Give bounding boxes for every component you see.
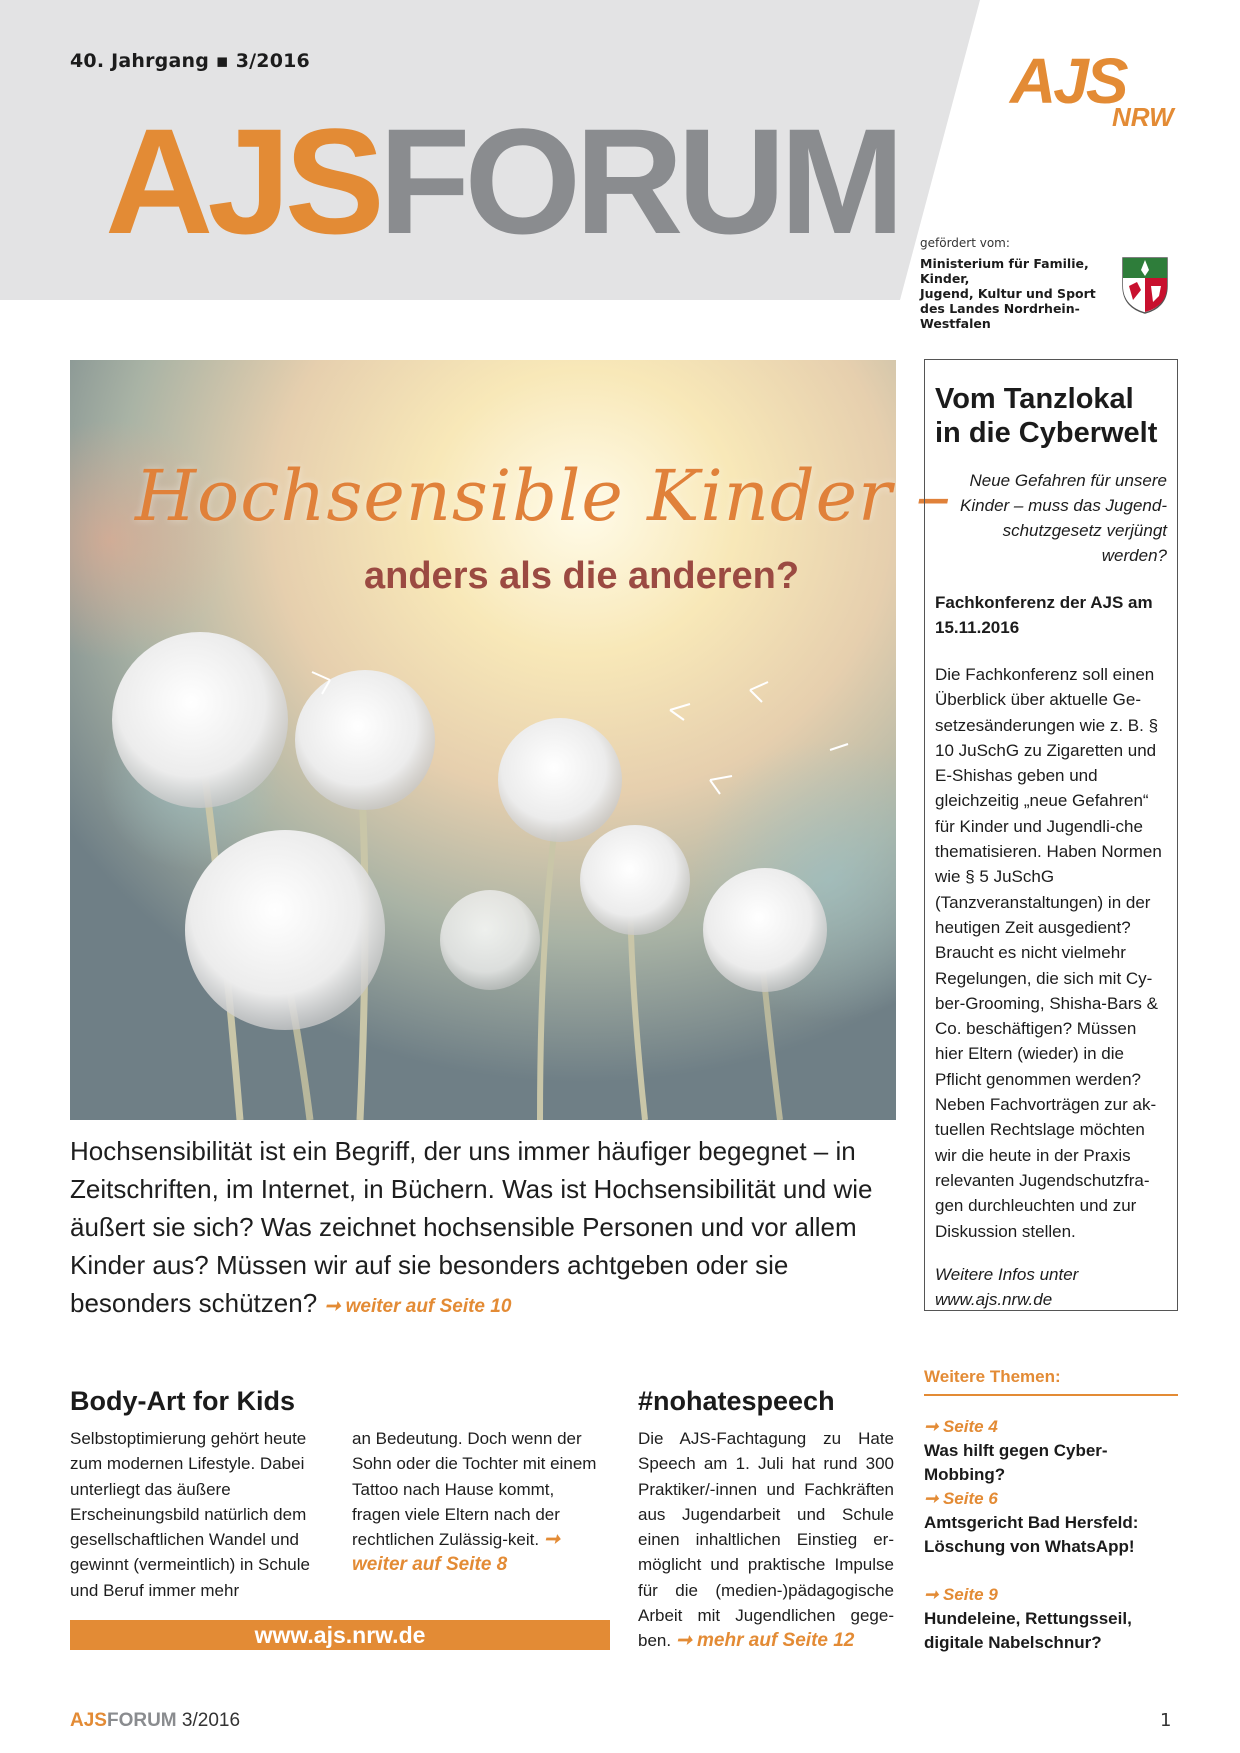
masthead-rest: FORUM xyxy=(378,97,899,265)
intro-link[interactable]: ➞ weiter auf Seite 10 xyxy=(324,1296,512,1317)
theme-item[interactable] xyxy=(924,1487,1178,1559)
theme-item[interactable] xyxy=(924,1583,1178,1655)
bodyart-col2 xyxy=(352,1426,604,1578)
masthead xyxy=(105,97,899,265)
nohate-text: Die AJS-Fachtagung zu Hate Speech am 1. Juli hat rund 300 Praktiker/-innen und Fachkräften aus Jugendarbeit und Schule einen inhaltlichen Einstieg er-möglicht und praktische Impulse für die (medien-)pädagogische Arbeit mit Jugendlichen gege-ben. xyxy=(638,1429,894,1651)
hero-subtitle: anders als die anderen? xyxy=(364,555,800,597)
event-date: Fachkonferenz der AJS am 15.11.2016 xyxy=(935,593,1153,637)
theme-item[interactable] xyxy=(924,1415,1178,1487)
event-more-info[interactable]: Weitere Infos unter www.ajs.nrw.de xyxy=(935,1264,1079,1309)
sponsor-line: Ministerium für Familie, Kinder, xyxy=(920,256,1089,286)
nrw-crest-icon xyxy=(1121,256,1169,314)
issue-label: 40. Jahrgang ▪ 3/2016 xyxy=(70,50,310,72)
intro-paragraph xyxy=(70,1132,906,1326)
page-number: 1 xyxy=(1160,1710,1172,1731)
url-bar[interactable]: www.ajs.nrw.de xyxy=(70,1620,610,1650)
nohate-link[interactable]: ➞ mehr auf Seite 12 xyxy=(675,1630,855,1652)
footer-brand xyxy=(70,1710,240,1732)
footer-accent: AJS xyxy=(70,1710,107,1731)
hero-script-title: Hochsensible Kinder – xyxy=(135,455,952,537)
ajs-nrw-logo xyxy=(1010,44,1180,144)
event-lead: Neue Gefahren für unsere Kinder – muss das Jugend-schutzgesetz verjüngt werden? xyxy=(960,471,1167,565)
intro-text: Hochsensibilität ist ein Begriff, der uns immer häufiger begegnet – in Zeitschriften, im Internet, in Büchern. Was ist Hochsensibilität und wie äußert sie sich? Was zeichnet hochsensible Personen und vor allem Kinder aus? Müssen wir auf sie besonders achtgeben oder sie besonders schützen? xyxy=(70,1136,873,1318)
theme-page: ➞ Seite 6 xyxy=(924,1489,998,1508)
themes-heading: Weitere Themen: xyxy=(924,1367,1061,1386)
event-title: Vom Tanzlokal in die Cyberwelt xyxy=(935,383,1158,449)
footer-rest: FORUM xyxy=(106,1710,177,1731)
theme-page: ➞ Seite 4 xyxy=(924,1417,998,1436)
logo-sub: NRW xyxy=(1112,102,1174,132)
sponsor-line: des Landes Nordrhein-Westfalen xyxy=(920,301,1080,331)
nohate-title: #nohatespeech xyxy=(638,1386,835,1416)
theme-title: Was hilft gegen Cyber-Mobbing? xyxy=(924,1441,1108,1484)
logo-main: AJS xyxy=(1010,45,1126,117)
themes-divider xyxy=(924,1394,1178,1396)
bodyart-title: Body-Art for Kids xyxy=(70,1386,295,1416)
event-box xyxy=(924,359,1178,1311)
bodyart-col1: Selbstoptimierung gehört heute zum modernen Lifestyle. Dabei unterliegt das äußere Erscheinungsbild natürlich dem gesellschaftlichen Wandel und gewinnt (vermeintlich) in Schule und Beruf immer mehr xyxy=(70,1429,310,1600)
nohate-text-block xyxy=(638,1426,894,1654)
sponsor-name xyxy=(920,256,1120,331)
sponsor-intro: gefördert vom: xyxy=(920,236,1010,250)
bodyart-link[interactable]: ➞ weiter auf Seite 8 xyxy=(352,1529,560,1576)
footer-issue: 3/2016 xyxy=(176,1710,241,1731)
theme-title: Amtsgericht Bad Hersfeld: Löschung von WhatsApp! xyxy=(924,1513,1139,1556)
theme-page: ➞ Seite 9 xyxy=(924,1585,998,1604)
masthead-accent: AJS xyxy=(105,97,379,265)
sponsor-line: Jugend, Kultur und Sport xyxy=(920,286,1096,301)
bodyart-col2-text: an Bedeutung. Doch wenn der Sohn oder die Tochter mit einem Tattoo nach Hause kommt, fragen viele Eltern nach der rechtlichen Zulässig-keit. xyxy=(352,1429,597,1550)
event-body: Die Fachkonferenz soll einen Überblick über aktuelle Ge-setzesänderungen wie z. B. § 10 JuSchG zu Zigaretten und E-Shishas geben und gleichzeitig „neue Gefahren“ für Kinder und Jugendli-che thematisieren. Haben Normen wie § 5 JuSchG (Tanzveranstaltungen) in der heutigen Zeit ausgedient? Braucht es nicht vielmehr Regelungen, die sich mit Cy-ber-Grooming, Shisha-Bars & Co. beschäftigen? Müssen hier Eltern (wieder) in die Pflicht genommen werden? Neben Fachvorträgen zur ak-tuellen Rechtslage möchten wir die heute in der Praxis relevanten Jugendschutzfra-gen durchleuchten und zur Diskussion stellen. xyxy=(935,665,1162,1241)
theme-title: Hundeleine, Rettungsseil, digitale Nabelschnur? xyxy=(924,1609,1132,1652)
